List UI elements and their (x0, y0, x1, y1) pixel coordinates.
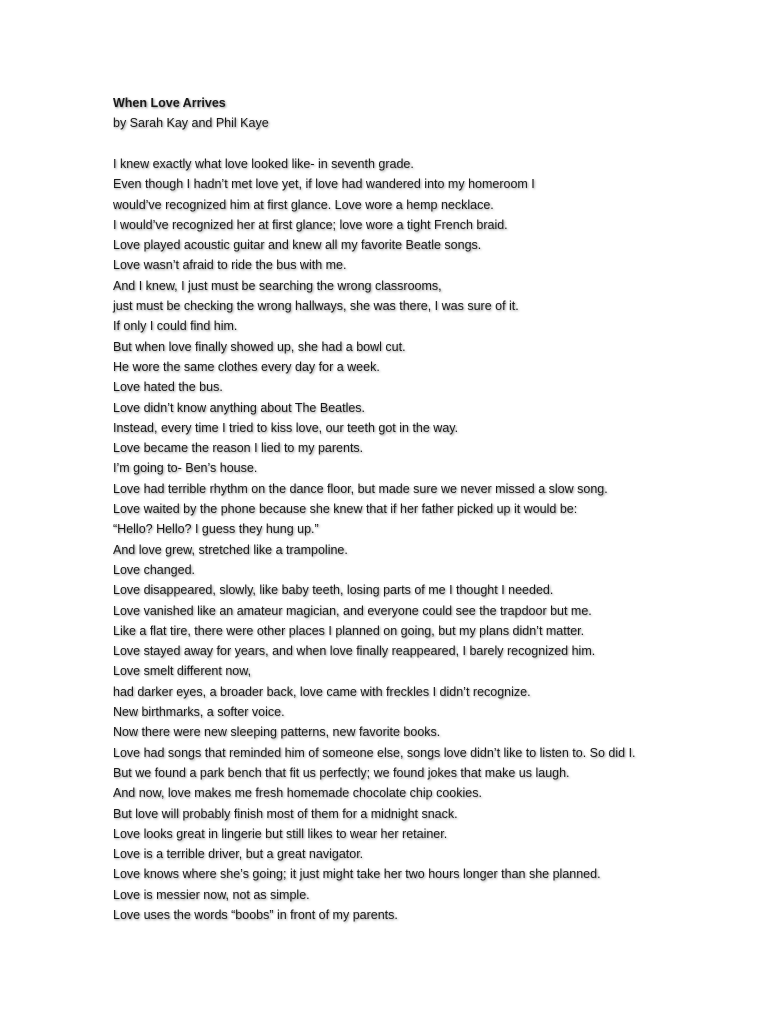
poem-line: Love waited by the phone because she knew that if her father picked up it would be: (113, 502, 578, 517)
poem-line: Love knows where she’s going; it just might take her two hours longer than she planned. (113, 867, 601, 882)
poem-line: “Hello? Hello? I guess they hung up.” (113, 522, 319, 537)
poem-line: would’ve recognized him at first glance. Love wore a hemp necklace. (113, 197, 494, 212)
poem-line: Instead, every time I tried to kiss love, our teeth got in the way. (113, 420, 459, 435)
poem-line: Love had terrible rhythm on the dance floor, but made sure we never missed a slow song. (113, 481, 608, 496)
poem-line: Love is messier now, not as simple. (113, 887, 310, 902)
poem-line: Love uses the words “boobs” in front of my parents. (113, 907, 398, 922)
poem-line: He wore the same clothes every day for a week. (113, 359, 380, 374)
poem-line: Love didn’t know anything about The Beatles. (113, 400, 366, 415)
poem-line: But love will probably finish most of them for a midnight snack. (113, 806, 458, 821)
poem-line: And now, love makes me fresh homemade chocolate chip cookies. (113, 786, 482, 801)
poem-line: Love vanished like an amateur magician, and everyone could see the trapdoor but me. (113, 603, 592, 618)
poem-line: Love changed. (113, 562, 196, 577)
poem-line: had darker eyes, a broader back, love came with freckles I didn’t recognize. (113, 684, 531, 699)
poem-line: I knew exactly what love looked like- in seventh grade. (113, 157, 414, 171)
poem-line: just must be checking the wrong hallways, she was there, I was sure of it. (113, 299, 519, 314)
poem-byline: by Sarah Kay and Phil Kaye (113, 116, 269, 130)
poem-line: And I knew, I just must be searching the wrong classrooms, (113, 278, 442, 293)
poem-line: Love hated the bus. (113, 380, 223, 395)
poem-line: Love wasn’t afraid to ride the bus with me. (113, 258, 347, 273)
poem-line: Love smelt different now, (113, 664, 252, 679)
poem-line: I would’ve recognized her at first glance; love wore a tight French braid. (113, 217, 508, 232)
poem-line: Love disappeared, slowly, like baby teeth, losing parts of me I thought I needed. (113, 583, 554, 598)
poem-line: Love looks great in lingerie but still likes to wear her retainer. (113, 826, 448, 841)
poem-line: But when love finally showed up, she had a bowl cut. (113, 339, 406, 354)
poem-line: Love is a terrible driver, but a great navigator. (113, 847, 364, 862)
poem-line: New birthmarks, a softer voice. (113, 705, 285, 720)
poem-line: I’m going to- Ben’s house. (113, 461, 258, 476)
poem-line: And love grew, stretched like a trampoline. (113, 542, 348, 557)
poem-line: If only I could find him. (113, 319, 238, 334)
poem-line: Love had songs that reminded him of someone else, songs love didn’t like to listen to. So did I. (113, 745, 636, 760)
poem-line: Like a flat tire, there were other places I planned on going, but my plans didn’t matter. (113, 623, 585, 638)
poem-line: Love became the reason I lied to my parents. (113, 441, 364, 456)
document-page (113, 93, 753, 925)
title-spacer (113, 133, 753, 154)
poem-line: Now there were new sleeping patterns, new favorite books. (113, 725, 441, 740)
poem-line: Even though I hadn’t met love yet, if love had wandered into my homeroom I (113, 177, 535, 192)
poem-line: Love played acoustic guitar and knew all my favorite Beatle songs. (113, 238, 482, 253)
poem-line: Love stayed away for years, and when love finally reappeared, I barely recognized him. (113, 644, 596, 659)
poem-title: When Love Arrives (113, 96, 226, 110)
poem-line: But we found a park bench that fit us perfectly; we found jokes that make us laugh. (113, 765, 570, 780)
poem-body (113, 154, 753, 925)
